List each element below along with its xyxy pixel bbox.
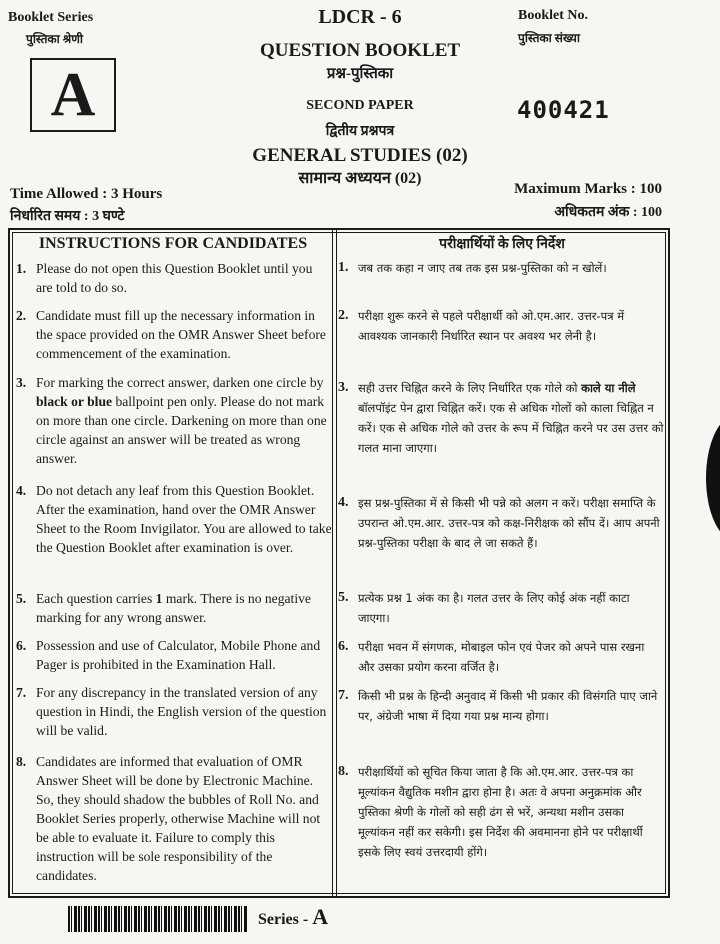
barcode [68, 906, 248, 932]
instruction-en-2: 2. Candidate must fill up the necessary information in the space provided on the OMR Answer Sheet before commencement of the examination. [16, 308, 326, 361]
instruction-hi-4: 4. इस प्रश्न-पुस्तिका में से किसी भी पन्ने को अलग न करें। परीक्षा समाप्ति के उपरान्त ओ.एम.आर. उत्तर-पत्र को कक्ष-निरीक्षक को सौंप दें। आप अपनी प्रश्न-पुस्तिका परीक्षा के बाद ले जा सकते हैं। [338, 495, 660, 550]
booklet-title: QUESTION BOOKLET [259, 40, 461, 61]
paper-name-hindi: द्वितीय प्रश्नपत्र [325, 124, 395, 139]
instruction-hi-1: 1. जब तक कहा न जाए तब तक इस प्रश्न-पुस्तिका को न खोलें। [338, 260, 607, 275]
booklet-number: 400421 [517, 96, 610, 124]
booklet-title-hindi: प्रश्न-पुस्तिका [326, 66, 394, 82]
instructions-heading-hindi: परीक्षार्थियों के लिए निर्देश [439, 237, 565, 252]
footer-series: Series - A [258, 904, 329, 929]
booklet-no-label-hindi: पुस्तिका संख्या [518, 31, 580, 45]
instruction-en-1: 1. Please do not open this Question Booklet until you are told to do so. [16, 261, 313, 295]
instruction-en-7: 7. For any discrepancy in the translated version of any question in Hindi, the English version of the question will be valid. [16, 685, 327, 738]
scan-punch-hole-shadow [706, 415, 720, 541]
instruction-hi-7: 7. किसी भी प्रश्न के हिन्दी अनुवाद में किसी भी प्रकार की विसंगति पाए जाने पर, अंग्रेजी भाषा में दिया गया प्रश्न मान्य होगा। [338, 688, 658, 723]
instruction-hi-6: 6. परीक्षा भवन में संगणक, मोबाइल फोन एवं पेजर को अपने पास रखना और उसका प्रयोग करना वर्जित है। [338, 639, 645, 674]
paper-name: SECOND PAPER [306, 98, 414, 113]
subject-title: GENERAL STUDIES (02) [252, 145, 468, 166]
instruction-en-6: 6. Possession and use of Calculator, Mobile Phone and Pager is prohibited in the Examination Hall. [16, 638, 321, 672]
time-allowed: Time Allowed : 3 Hours [10, 186, 163, 202]
subject-title-hindi: सामान्य अध्ययन (02) [298, 170, 422, 187]
instruction-en-4: 4. Do not detach any leaf from this Question Booklet. After the examination, hand over the OMR Answer Sheet to the Room Invigilator. You are allowed to take the Question Booklet after examination is over. [16, 483, 332, 555]
instruction-hi-5: 5. प्रत्येक प्रश्न 1 अंक का है। गलत उत्तर के लिए कोई अंक नहीं काटा जाएगा। [338, 590, 630, 625]
instruction-hi-2: 2. परीक्षा शुरू करने से पहले परीक्षार्थी को ओ.एम.आर. उत्तर-पत्र में आवश्यक जानकारी निर्धारित स्थान पर अवश्य भर लेनी है। [338, 308, 625, 343]
booklet-code: LDCR - 6 [318, 6, 402, 28]
instructions-heading-english: INSTRUCTIONS FOR CANDIDATES [38, 235, 308, 252]
column-divider [332, 228, 337, 898]
instruction-hi-3: 3. सही उत्तर चिह्नित करने के लिए निर्धारित एक गोले को काले या नीले बॉलपॉइंट पेन द्वारा चिह्नित करें। एक से अधिक गोलों को काला चिह्नित न करें। एक से अधिक गोले को उत्तर के रूप में चिह्नित करने पर उस उत्तर को गलत माना जाएगा। [338, 380, 664, 455]
booklet-series-label-hindi: पुस्तिका श्रेणी [26, 32, 84, 46]
booklet-series-label: Booklet Series [8, 10, 94, 25]
maximum-marks: Maximum Marks : 100 [514, 181, 662, 197]
instruction-hi-8: 8. परीक्षार्थियों को सूचित किया जाता है कि ओ.एम.आर. उत्तर-पत्र का मूल्यांकन वैद्युतिक मशीन द्वारा होना है। अतः वे अपना अनुक्रमांक और पुस्तिका श्रेणी के गोलों को सही ढंग से भरें, अन्यथा मशीन उसका मूल्यांकन नहीं कर सकेगी। इस निर्देश की अवमानना होने पर परीक्षार्थी इसके लिए स्वयं उत्तरदायी होंगे। [338, 764, 643, 859]
booklet-no-label: Booklet No. [518, 8, 588, 23]
instruction-en-8: 8. Candidates are informed that evaluation of OMR Answer Sheet will be done by Electronic Machine. So, they should shadow the bubbles of Roll No. and Booklet Series properly, otherwise Machine will not be able to evaluate it. Failure to comply this instruction will be sole responsibility of the candidates. [16, 754, 321, 883]
maximum-marks-hindi: अधिकतम अंक : 100 [554, 205, 662, 220]
time-allowed-hindi: निर्धारित समय : 3 घण्टे [10, 209, 125, 224]
instruction-en-5: 5. Each question carries 1 mark. There is no negative marking for any wrong answer. [16, 591, 311, 625]
instruction-en-3: 3. For marking the correct answer, darken one circle by black or blue ballpoint pen only. Please do not mark on more than one circle. Darkening on more than one circle against an answer will be treated as wrong answer. [16, 375, 327, 466]
series-letter-box: A [30, 58, 116, 132]
